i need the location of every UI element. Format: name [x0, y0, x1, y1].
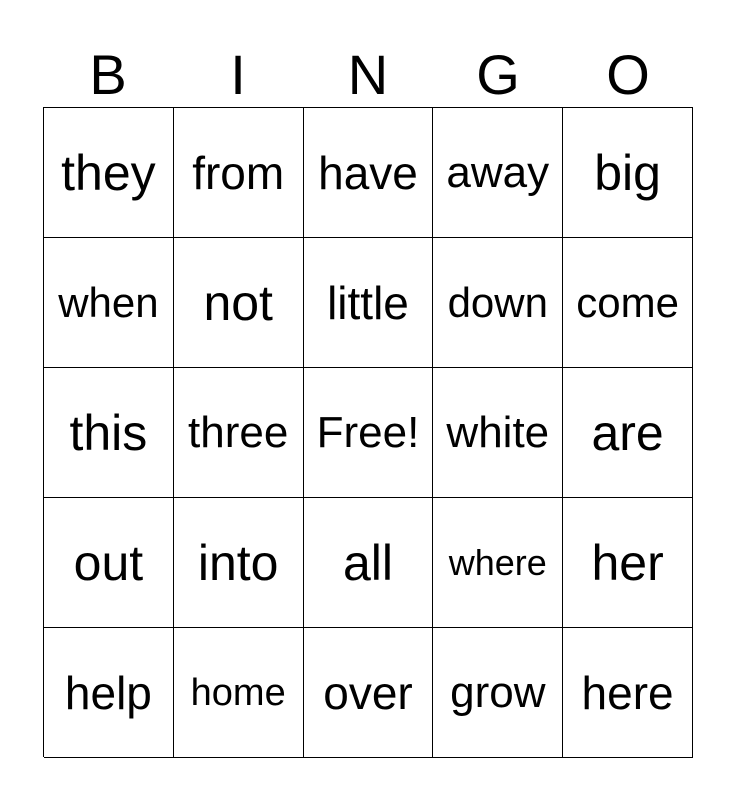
bingo-board — [43, 107, 693, 757]
board-row-1 — [44, 108, 693, 238]
bingo-cell: help — [44, 628, 174, 758]
bingo-cell: from — [174, 108, 304, 238]
bingo-cell: have — [304, 108, 434, 238]
bingo-cell: her — [563, 498, 693, 628]
bingo-cell: when — [44, 238, 174, 368]
bingo-cell: white — [433, 368, 563, 498]
bingo-cell: little — [304, 238, 434, 368]
board-row-4 — [44, 498, 693, 628]
bingo-cell: home — [174, 628, 304, 758]
bingo-header — [43, 44, 693, 106]
bingo-cell: not — [174, 238, 304, 368]
bingo-cell: all — [304, 498, 434, 628]
bingo-cell: down — [433, 238, 563, 368]
bingo-cell: out — [44, 498, 174, 628]
header-letter-n: N — [347, 43, 389, 106]
bingo-cell: this — [44, 368, 174, 498]
board-row-3 — [44, 368, 693, 498]
bingo-cell: big — [563, 108, 693, 238]
bingo-cell: grow — [433, 628, 563, 758]
bingo-cell: over — [304, 628, 434, 758]
bingo-cell: three — [174, 368, 304, 498]
header-letter-g: G — [476, 43, 520, 106]
header-letter-i: I — [230, 43, 246, 106]
header-letter-b: B — [89, 43, 127, 106]
bingo-cell: they — [44, 108, 174, 238]
bingo-cell: away — [433, 108, 563, 238]
board-row-5 — [44, 628, 693, 758]
bingo-cell: here — [563, 628, 693, 758]
free-space-cell: Free! — [304, 368, 434, 498]
header-letter-o: O — [606, 43, 650, 106]
bingo-cell: come — [563, 238, 693, 368]
bingo-cell: where — [433, 498, 563, 628]
bingo-cell: into — [174, 498, 304, 628]
board-row-2 — [44, 238, 693, 368]
bingo-cell: are — [563, 368, 693, 498]
